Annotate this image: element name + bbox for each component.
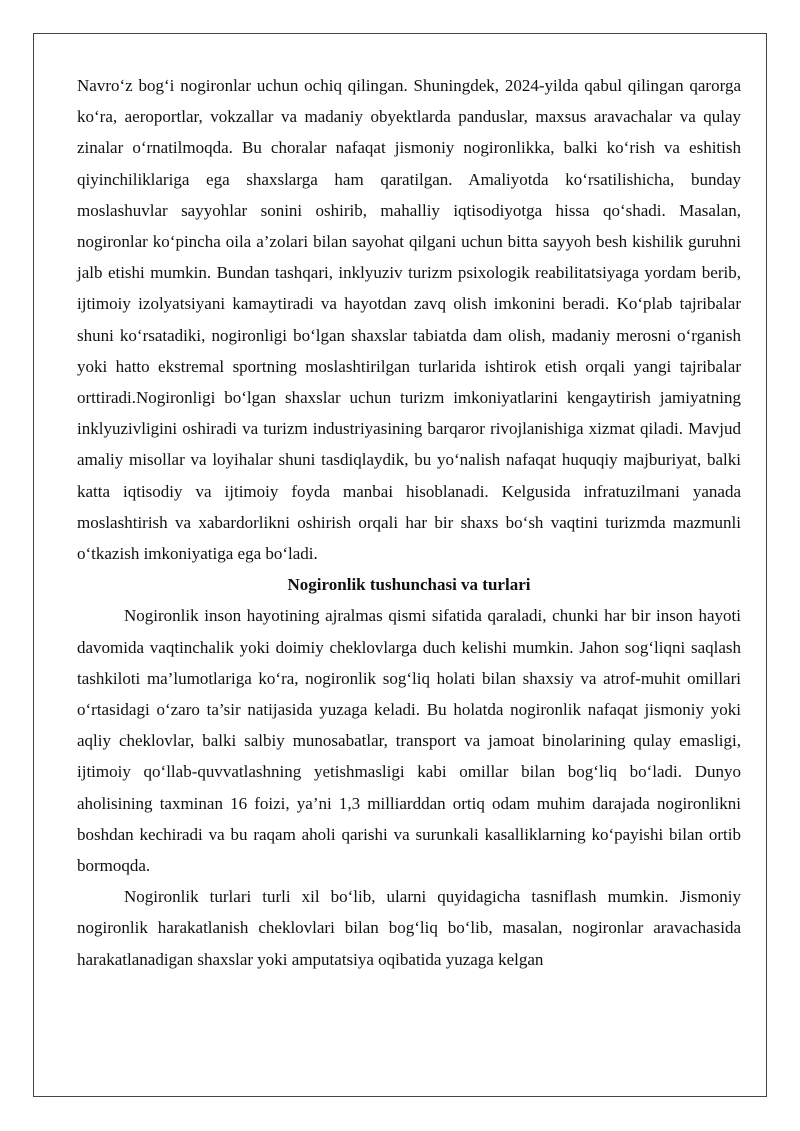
body-paragraph: Navro‘z bog‘i nogironlar uchun ochiq qilingan. Shuningdek, 2024-yilda qabul qilingan qarorga ko‘ra, aeroportlar, vokzallar va madaniy obyektlarda panduslar, maxsus aravachalar va qulay zinalar o‘rnatilmoqda. Bu choralar nafaqat jismoniy nogironlikka, balki ko‘rish va eshitish qiyinchiliklariga ega shaxslarga ham qaratilgan. Amaliyotda ko‘rsatilishicha, bunday moslashuvlar sayyohlar sonini oshirib, mahalliy iqtisodiyotga hissa qo‘shadi. Masalan, nogironlar ko‘pincha oila a’zolari bilan sayohat qilgani uchun bitta sayyoh besh kishilik guruhni jalb etishi mumkin. Bundan tashqari, inklyuziv turizm psixologik reabilitatsiyaga yordam berib, ijtimoiy izolyatsiyani kamaytiradi va hayotdan zavq olish imkonini beradi. Ko‘plab tajribalar shuni ko‘rsatadiki, nogironligi bo‘lgan shaxslar tabiatda dam olish, madaniy merosni o‘rganish yoki hatto ekstremal sportning moslashtirilgan turlarida ishtirok etish orqali yangi tajribalar orttiradi.Nogironligi bo‘lgan shaxslar uchun turizm imkoniyatlarini kengaytirish jamiyatning inklyuzivligini oshiradi va turizm industriyasining barqaror rivojlanishiga xizmat qiladi. Mavjud amaliy misollar va loyihalar shuni tasdiqlaydik, bu yo‘nalish nafaqat huquqiy majburiyat, balki katta iqtisodiy va ijtimoiy foyda manbai hisoblanadi. Kelgusida infratuzilmani yanada moslashtirish va xabardorlikni oshirish orqali har bir shaxs bo‘sh vaqtini turizmda mazmunli o‘tkazish imkoniyatiga ega bo‘ladi. bbox=[77, 76, 741, 564]
body-paragraph: Nogironlik turlari turli xil bo‘lib, ularni quyidagicha tasniflash mumkin. Jismoniy nogironlik harakatlanish cheklovlari bilan bog‘liq bo‘lib, masalan, nogironlar aravachasida harakatlanadigan shaxslar yoki amputatsiya oqibatida yuzaga kelgan bbox=[77, 887, 741, 969]
body-paragraph: Nogironlik inson hayotining ajralmas qismi sifatida qaraladi, chunki har bir inson hayoti davomida vaqtinchalik yoki doimiy cheklovlarga duch kelishi mumkin. Jahon sog‘liqni saqlash tashkiloti ma’lumotlariga ko‘ra, nogironlik sog‘liq holati bilan shaxsiy va atrof-muhit omillari o‘rtasidagi o‘zaro ta’sir natijasida yuzaga keladi. Bu holatda nogironlik nafaqat jismoniy yoki aqliy cheklovlar, balki salbiy munosabatlar, transport va jamoat binolarining qulay emasligi, ijtimoiy qo‘llab-quvvatlashning yetishmasligi kabi omillar bilan bog‘liq bo‘ladi. Dunyo aholisining taxminan 16 foizi, ya’ni 1,3 milliarddan ortiq odam muhim darajada nogironlikni boshdan kechiradi va bu raqam aholi qarishi va surunkali kasalliklarning ko‘payishi bilan ortib bormoqda. bbox=[77, 606, 741, 876]
document-body bbox=[77, 70, 741, 975]
section-heading: Nogironlik tushunchasi va turlari bbox=[287, 575, 531, 595]
